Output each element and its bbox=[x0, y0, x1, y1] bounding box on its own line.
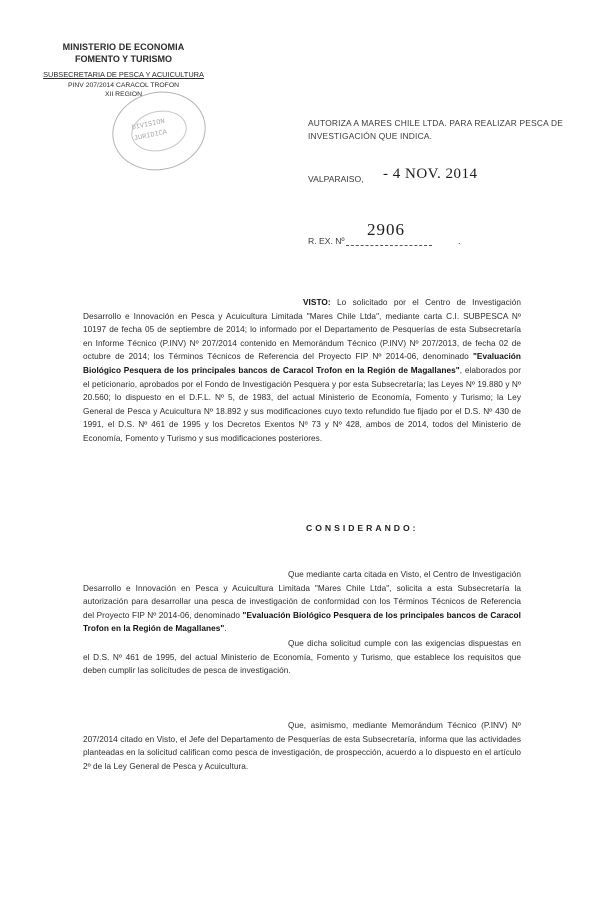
stamp-text-line2: JURIDICA bbox=[133, 128, 168, 144]
p1-text-a: Que mediante carta citada en Visto, el Centro de Investigación Desarrollo e Innovación en Pesca y Acuicultura Limitada "Mares Chile Ltda", solicita a esta Subsecretaría la autorización para desarrollar una pesca de investigación de conformidad con los Términos Técnicos de Referencia del Proyecto FIP Nº 2014-06, denominado bbox=[83, 570, 521, 620]
subsecretaria-name: SUBSECRETARIA DE PESCA Y ACUICULTURA bbox=[43, 70, 204, 79]
rex-dot: . bbox=[458, 236, 461, 246]
rex-underline bbox=[346, 245, 432, 246]
p1-text-b: . bbox=[224, 624, 227, 634]
considerando-paragraph-2 bbox=[83, 637, 521, 678]
p3-text: Que, asimismo, mediante Memorándum Técnico (P.INV) Nº 207/2014 citado en Visto, el Jefe del Departamento de Pesquerías de esta Subsecretaría, informa que las actividades planteadas en la solicitud califican como pesca de investigación, de prospección, acuerdo a lo dispuesto en el artículo 2º de la Ley General de Pesca y Acuicultura. bbox=[83, 721, 521, 771]
visto-text-b: , elaborados por el peticionario, aprobados por el Fondo de Investigación Pesquera y por esta Subsecretaría; las Leyes Nº 19.880 y Nº 20.560; lo dispuesto en el D.F.L. Nº 5, de 1983, del actual Ministerio de Economía, Fomento y Turismo; la Ley General de Pesca y Acuicultura Nº 18.892 y sus modificaciones cuyo texto refundido fue fijado por el D.S. Nº 430 de 1991, el D.S. Nº 461 de 1995 y los Decretos Exentos Nº 73 y Nº 428, ambos de 2014, todos del Ministerio de Economía, Fomento y Turismo y sus modificaciones posteriores. bbox=[83, 365, 521, 443]
region-label: XII REGION bbox=[104, 91, 142, 98]
rex-label: R. EX. Nº bbox=[308, 236, 345, 246]
ministry-name: MINISTERIO DE ECONOMIA bbox=[62, 42, 185, 52]
resolution-date: - 4 NOV. 2014 bbox=[383, 166, 478, 182]
ministry-name-line2: FOMENTO Y TURISMO bbox=[74, 54, 172, 64]
resolution-subject: AUTORIZA A MARES CHILE LTDA. PARA REALIZAR PESCA DE INVESTIGACIÓN QUE INDICA. bbox=[308, 118, 564, 141]
visto-label: VISTO: bbox=[303, 298, 331, 307]
ministry-header bbox=[36, 42, 211, 98]
visto-paragraph bbox=[83, 296, 521, 446]
rex-number: 2906 bbox=[367, 220, 405, 239]
p2-text: Que dicha solicitud cumple con las exigencias dispuestas en el D.S. Nº 461 de 1995, del actual Ministerio de Economía, Fomento y Turismo, que establece los requisitos que deben cumplir las solicitudes de pesca de investigación. bbox=[83, 639, 521, 676]
resolution-place: VALPARAISO, bbox=[308, 174, 364, 184]
visto-project-title: "Evaluación Biológico Pesquera de los principales bancos de Caracol Trofon en la Región de Magallanes" bbox=[83, 352, 521, 375]
considerando-paragraph-3 bbox=[83, 719, 521, 773]
considerando-paragraph-1 bbox=[83, 568, 521, 636]
visto-text-a: Lo solicitado por el Centro de Investigación Desarrollo e Innovación en Pesca y Acuicultura Limitada "Mares Chile Ltda", mediante carta C.I. SUBPESCA Nº 10197 de fecha 05 de septiembre de 2014; lo informado por el Departamento de Pesquerías de esta Subsecretaría en Informe Técnico (P.INV) Nº 207/2014 contenido en Memorándum Técnico (P.INV) Nº 207/2013, de fecha 02 de octubre de 2014; los Términos Técnicos de Referencia del Proyecto FIP Nº 2014-06, denominado bbox=[83, 298, 521, 362]
p1-project-title: "Evaluación Biológico Pesquera de los principales bancos de Caracol Trofon en la Región de Magallanes" bbox=[83, 610, 521, 634]
pinv-reference: PINV 207/2014 CARACOL TROFON bbox=[67, 82, 180, 89]
considerando-title: CONSIDERANDO: bbox=[306, 523, 419, 533]
stamp-text-line1: DIVISION bbox=[131, 117, 166, 133]
